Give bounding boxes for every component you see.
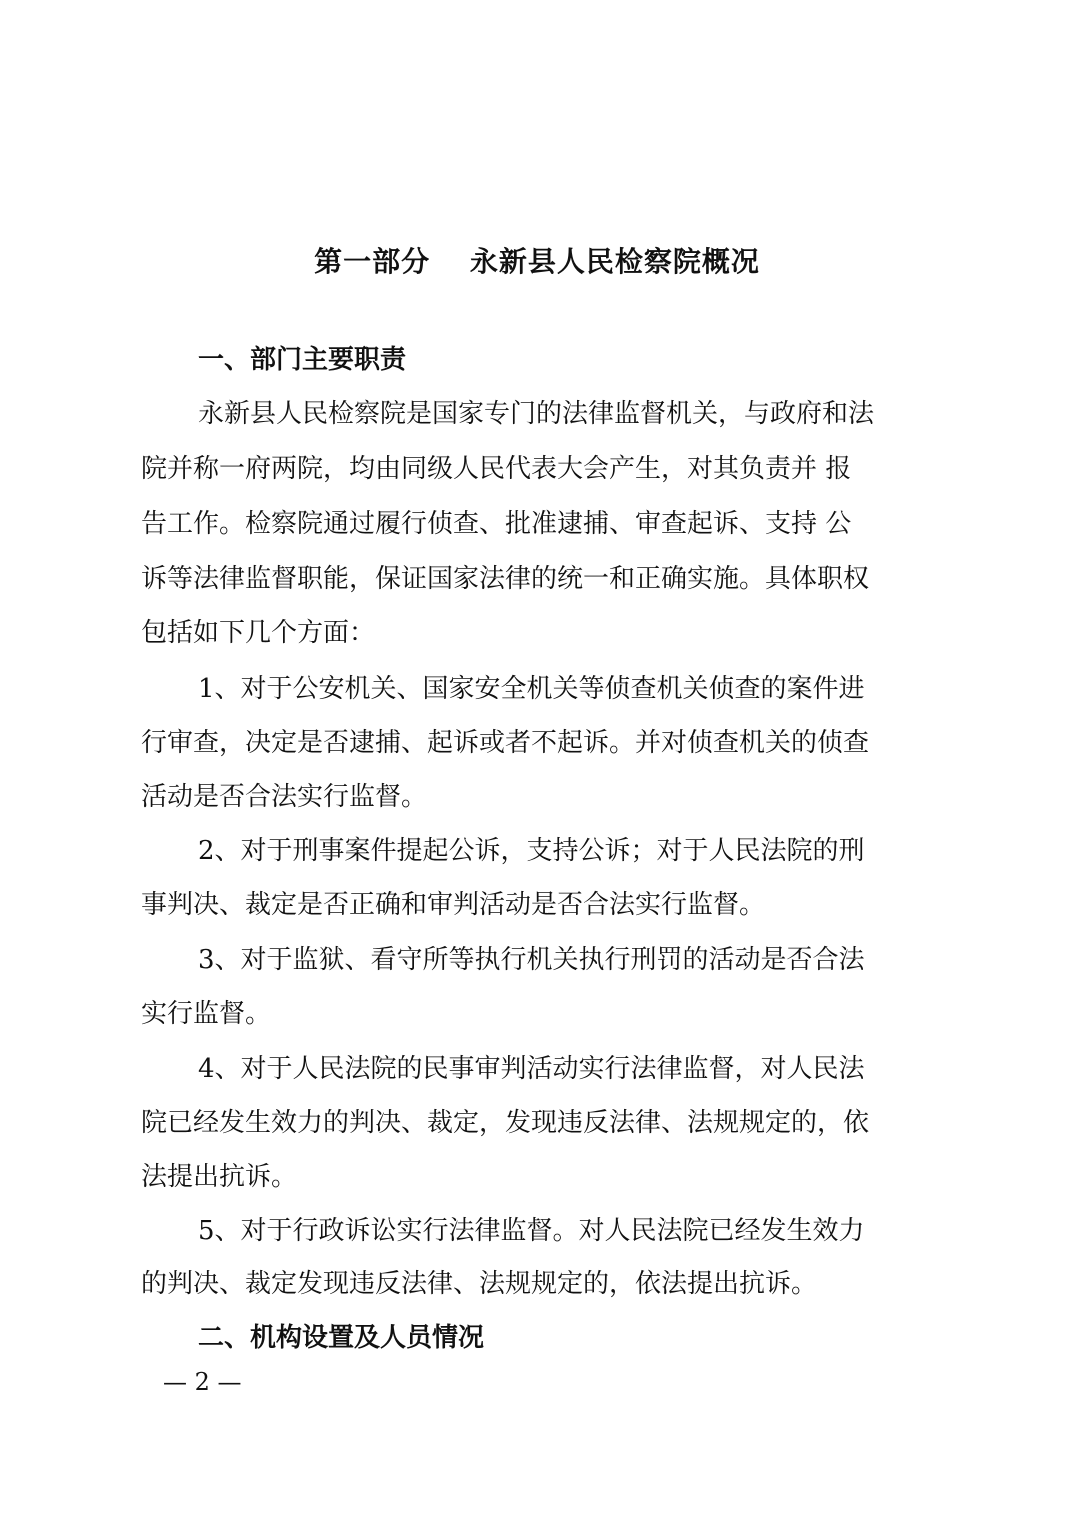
paragraph-line: 实行监督。	[141, 999, 272, 1029]
paragraph-line: 院并称一府两院，均由同级人民代表大会产生，对其负责并 报	[141, 454, 852, 484]
paragraph-line: 告工作。检察院通过履行侦查、批准逮捕、审查起诉、支持 公	[141, 509, 852, 539]
paragraph-line: 院已经发生效力的判决、裁定，发现违反法律、法规规定的，依	[141, 1108, 870, 1138]
page-number: — 2 —	[163, 1368, 242, 1396]
paragraph-line: 法提出抗诉。	[141, 1162, 298, 1192]
section-heading-duties: 一、部门主要职责	[198, 345, 407, 375]
paragraph-line: 1、对于公安机关、国家安全机关等侦查机关侦查的案件进	[198, 674, 865, 704]
paragraph-line: 3、对于监狱、看守所等执行机关执行刑罚的活动是否合法	[198, 945, 865, 975]
paragraph-line: 的判决、裁定发现违反法律、法规规定的，依法提出抗诉。	[141, 1269, 818, 1299]
section-heading-organization: 二、机构设置及人员情况	[198, 1323, 485, 1353]
paragraph-line: 诉等法律监督职能，保证国家法律的统一和正确实施。具体职权	[141, 564, 870, 594]
paragraph-line: 事判决、裁定是否正确和审判活动是否合法实行监督。	[141, 890, 766, 920]
paragraph-line: 包括如下几个方面：	[141, 618, 376, 648]
paragraph-line: 永新县人民检察院是国家专门的法律监督机关，与政府和法	[198, 399, 875, 429]
paragraph-line: 2、对于刑事案件提起公诉，支持公诉；对于人民法院的刑	[198, 836, 865, 866]
page-title: 第一部分 永新县人民检察院概况	[314, 245, 760, 278]
paragraph-line: 行审查，决定是否逮捕、起诉或者不起诉。并对侦查机关的侦查	[141, 728, 870, 758]
paragraph-line: 5、对于行政诉讼实行法律监督。对人民法院已经发生效力	[198, 1216, 865, 1246]
paragraph-line: 4、对于人民法院的民事审判活动实行法律监督，对人民法	[198, 1054, 865, 1084]
paragraph-line: 活动是否合法实行监督。	[141, 782, 428, 812]
